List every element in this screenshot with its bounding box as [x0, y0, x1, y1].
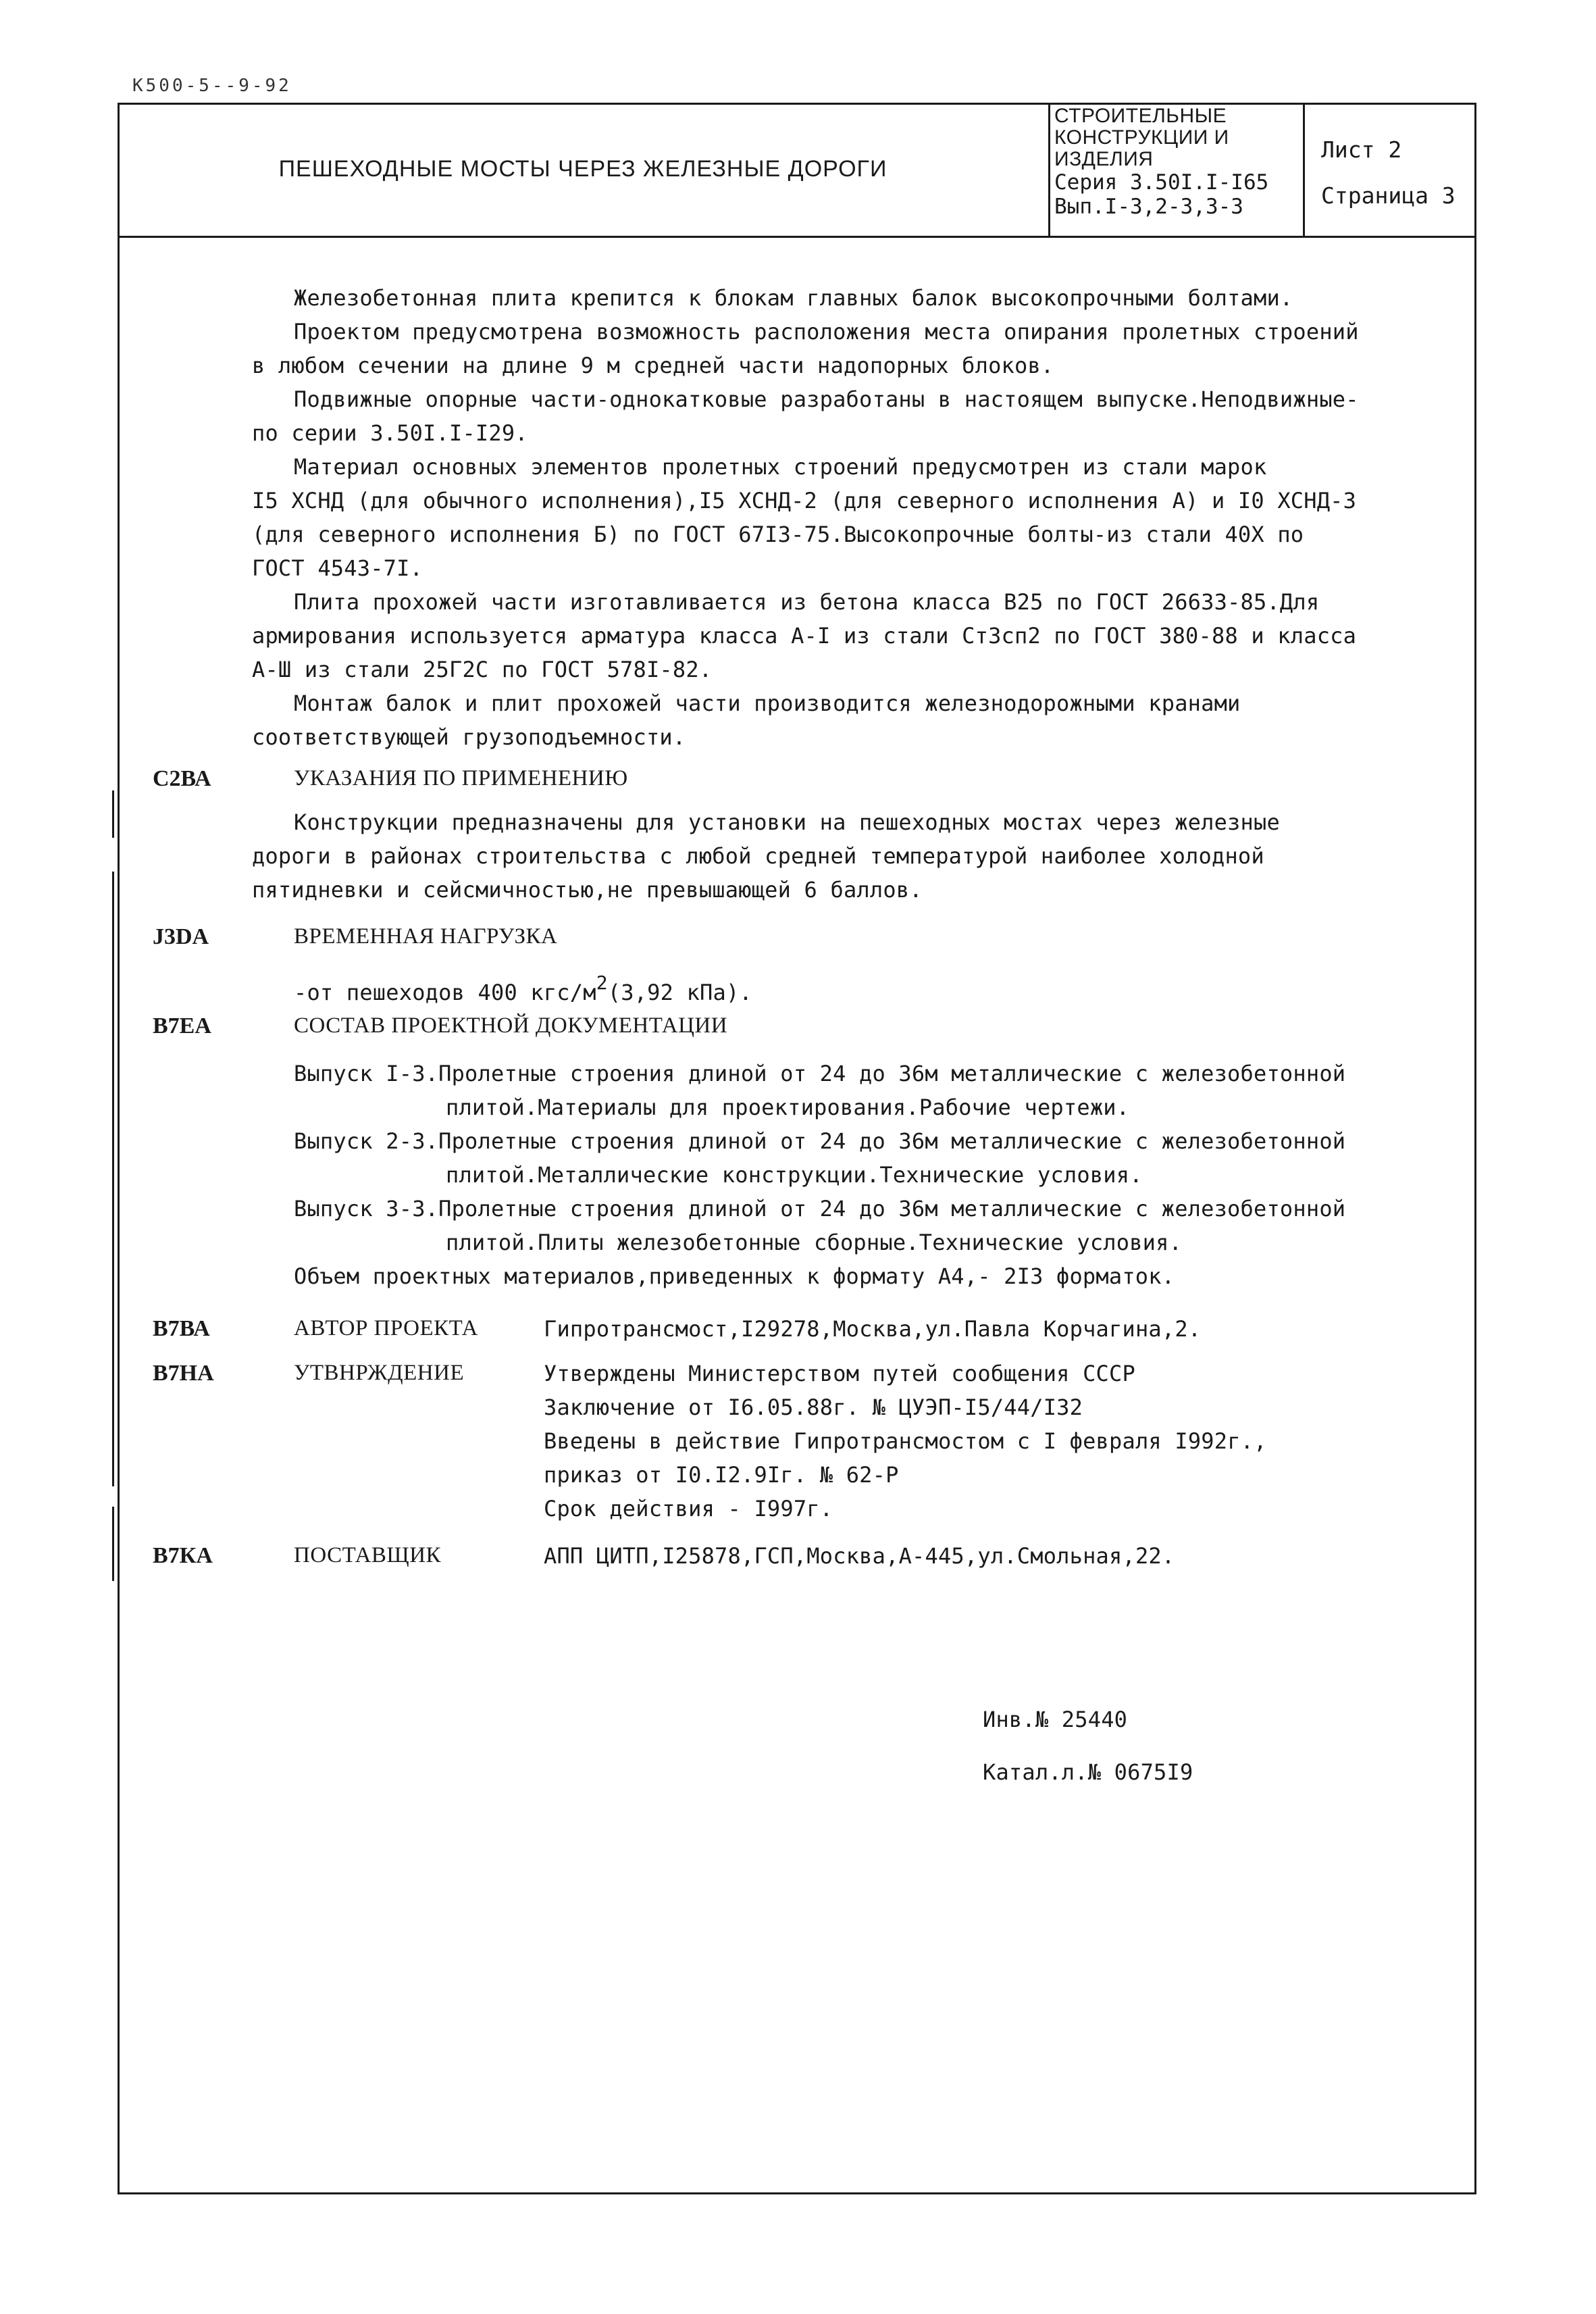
margin-mark [112, 1507, 114, 1581]
section-heading: ПОСТАВЩИК [294, 1543, 442, 1567]
section-heading: УТВНРЖДЕНИЕ [294, 1361, 465, 1385]
section-code: В7ЕА [153, 1013, 211, 1038]
load-line [294, 972, 752, 1005]
section-line: Конструкции предназначены для установки на пешеходных мостах через железные [294, 809, 1280, 835]
issue-line: Выпуск 3-3.Пролетные строения длиной от 24 до 36м металлические с железобетонной [294, 1196, 1346, 1222]
issue-line: плитой.Металлические конструкции.Технические условия. [446, 1162, 1143, 1188]
catalog-number: Катал.л.№ 0675I9 [983, 1759, 1193, 1785]
document-title: ПЕШЕХОДНЫЕ МОСТЫ ЧЕРЕЗ ЖЕЛЕЗНЫЕ ДОРОГИ [278, 156, 887, 182]
issue-line: плитой.Плиты железобетонные сборные.Технические условия. [446, 1230, 1183, 1255]
intro-line: соответствующей грузоподъемности. [252, 724, 686, 750]
load-value-kpa: (3,92 кПа). [607, 980, 752, 1005]
load-value: -от пешеходов 400 кгс/м [294, 980, 596, 1005]
category-line-2: КОНСТРУКЦИИ И [1054, 126, 1229, 149]
approval-line: Введены в действие Гипротрансмостом с I февраля I992г., [544, 1428, 1267, 1454]
intro-line: А-Ш из стали 25Г2С по ГОСТ 578I-82. [252, 657, 713, 682]
section-heading: УКАЗАНИЯ ПО ПРИМЕНЕНИЮ [294, 766, 628, 790]
intro-line: Материал основных элементов пролетных строений предусмотрен из стали марок [294, 454, 1267, 480]
volume-line: Объем проектных материалов,приведенных к формату А4,- 2I3 форматок. [294, 1263, 1175, 1289]
category-line-1: СТРОИТЕЛЬНЫЕ [1054, 105, 1227, 127]
intro-line: I5 ХСНД (для обычного исполнения),I5 ХСНД-2 (для северного исполнения А) и I0 ХСНД-3 [252, 488, 1357, 513]
issue-line: Выпуск I-3.Пролетные строения длиной от 24 до 36м металлические с железобетонной [294, 1061, 1346, 1086]
intro-line: Подвижные опорные части-однокатковые разработаны в настоящем выпуске.Неподвижные- [294, 386, 1359, 412]
series-cell [1048, 103, 1305, 236]
intro-line: в любом сечении на длине 9 м средней части надопорных блоков. [252, 353, 1054, 378]
section-code: С2ВА [153, 766, 211, 791]
section-code: В7ВА [153, 1316, 210, 1341]
section-code: В7НА [153, 1361, 214, 1386]
intro-line: Железобетонная плита крепится к блокам главных балок высокопрочными болтами. [294, 285, 1293, 311]
section-line: дороги в районах строительства с любой средней температурой наиболее холодной [252, 843, 1264, 869]
intro-line: Проектом предусмотрена возможность расположения места опирания пролетных строений [294, 319, 1359, 345]
approval-line: Срок действия - I997г. [544, 1496, 833, 1521]
sheet-number: Лист 2 [1321, 136, 1402, 163]
issue-line: плитой.Материалы для проектирования.Рабочие чертежи. [446, 1095, 1130, 1120]
section-code: J3DA [153, 924, 209, 949]
intro-line: Плита прохожей части изготавливается из бетона класса В25 по ГОСТ 26633-85.Для [294, 589, 1320, 615]
section-line: пятидневки и сейсмичностью,не превышающей 6 баллов. [252, 877, 923, 903]
series-number: Серия 3.50I.I-I65 [1054, 170, 1269, 195]
issue-numbers: Вып.I-3,2-3,3-3 [1054, 195, 1243, 219]
section-heading: ВРЕМЕННАЯ НАГРУЗКА [294, 924, 558, 949]
margin-mark [112, 872, 114, 1486]
approval-line: Заключение от I6.05.88г. № ЦУЭП-I5/44/I32 [544, 1394, 1083, 1420]
intro-line: Монтаж балок и плит прохожей части производится железнодорожными кранами [294, 690, 1241, 716]
title-block [118, 103, 1474, 238]
approval-line: приказ от I0.I2.9Iг. № 62-Р [544, 1462, 899, 1488]
sheet-cell [1305, 103, 1472, 236]
margin-mark [112, 790, 114, 838]
document-code: К500-5--9-92 [132, 76, 292, 96]
author-text: Гипротрансмост,I29278,Москва,ул.Павла Корчагина,2. [544, 1316, 1202, 1342]
category-line-3: ИЗДЕЛИЯ [1054, 148, 1154, 170]
intro-line: (для северного исполнения Б) по ГОСТ 67I3-75.Высокопрочные болты-из стали 40Х по [252, 522, 1304, 547]
intro-line: армирования используется арматура класса А-I из стали Ст3сп2 по ГОСТ 380-88 и класса [252, 623, 1357, 649]
issue-line: Выпуск 2-3.Пролетные строения длиной от 24 до 36м металлические с железобетонной [294, 1128, 1346, 1154]
supplier-text: АПП ЦИТП,I25878,ГСП,Москва,А-445,ул.Смольная,22. [544, 1543, 1175, 1569]
intro-line: по серии 3.50I.I-I29. [252, 420, 528, 446]
approval-line: Утверждены Министерством путей сообщения СССР [544, 1361, 1135, 1386]
section-heading: АВТОР ПРОЕКТА [294, 1316, 478, 1340]
intro-line: ГОСТ 4543-7I. [252, 555, 423, 581]
section-code: В7КА [153, 1543, 213, 1568]
section-heading: СОСТАВ ПРОЕКТНОЙ ДОКУМЕНТАЦИИ [294, 1013, 728, 1038]
superscript: 2 [596, 972, 608, 994]
page-number: Страница 3 [1321, 182, 1456, 209]
inventory-number: Инв.№ 25440 [983, 1707, 1128, 1732]
